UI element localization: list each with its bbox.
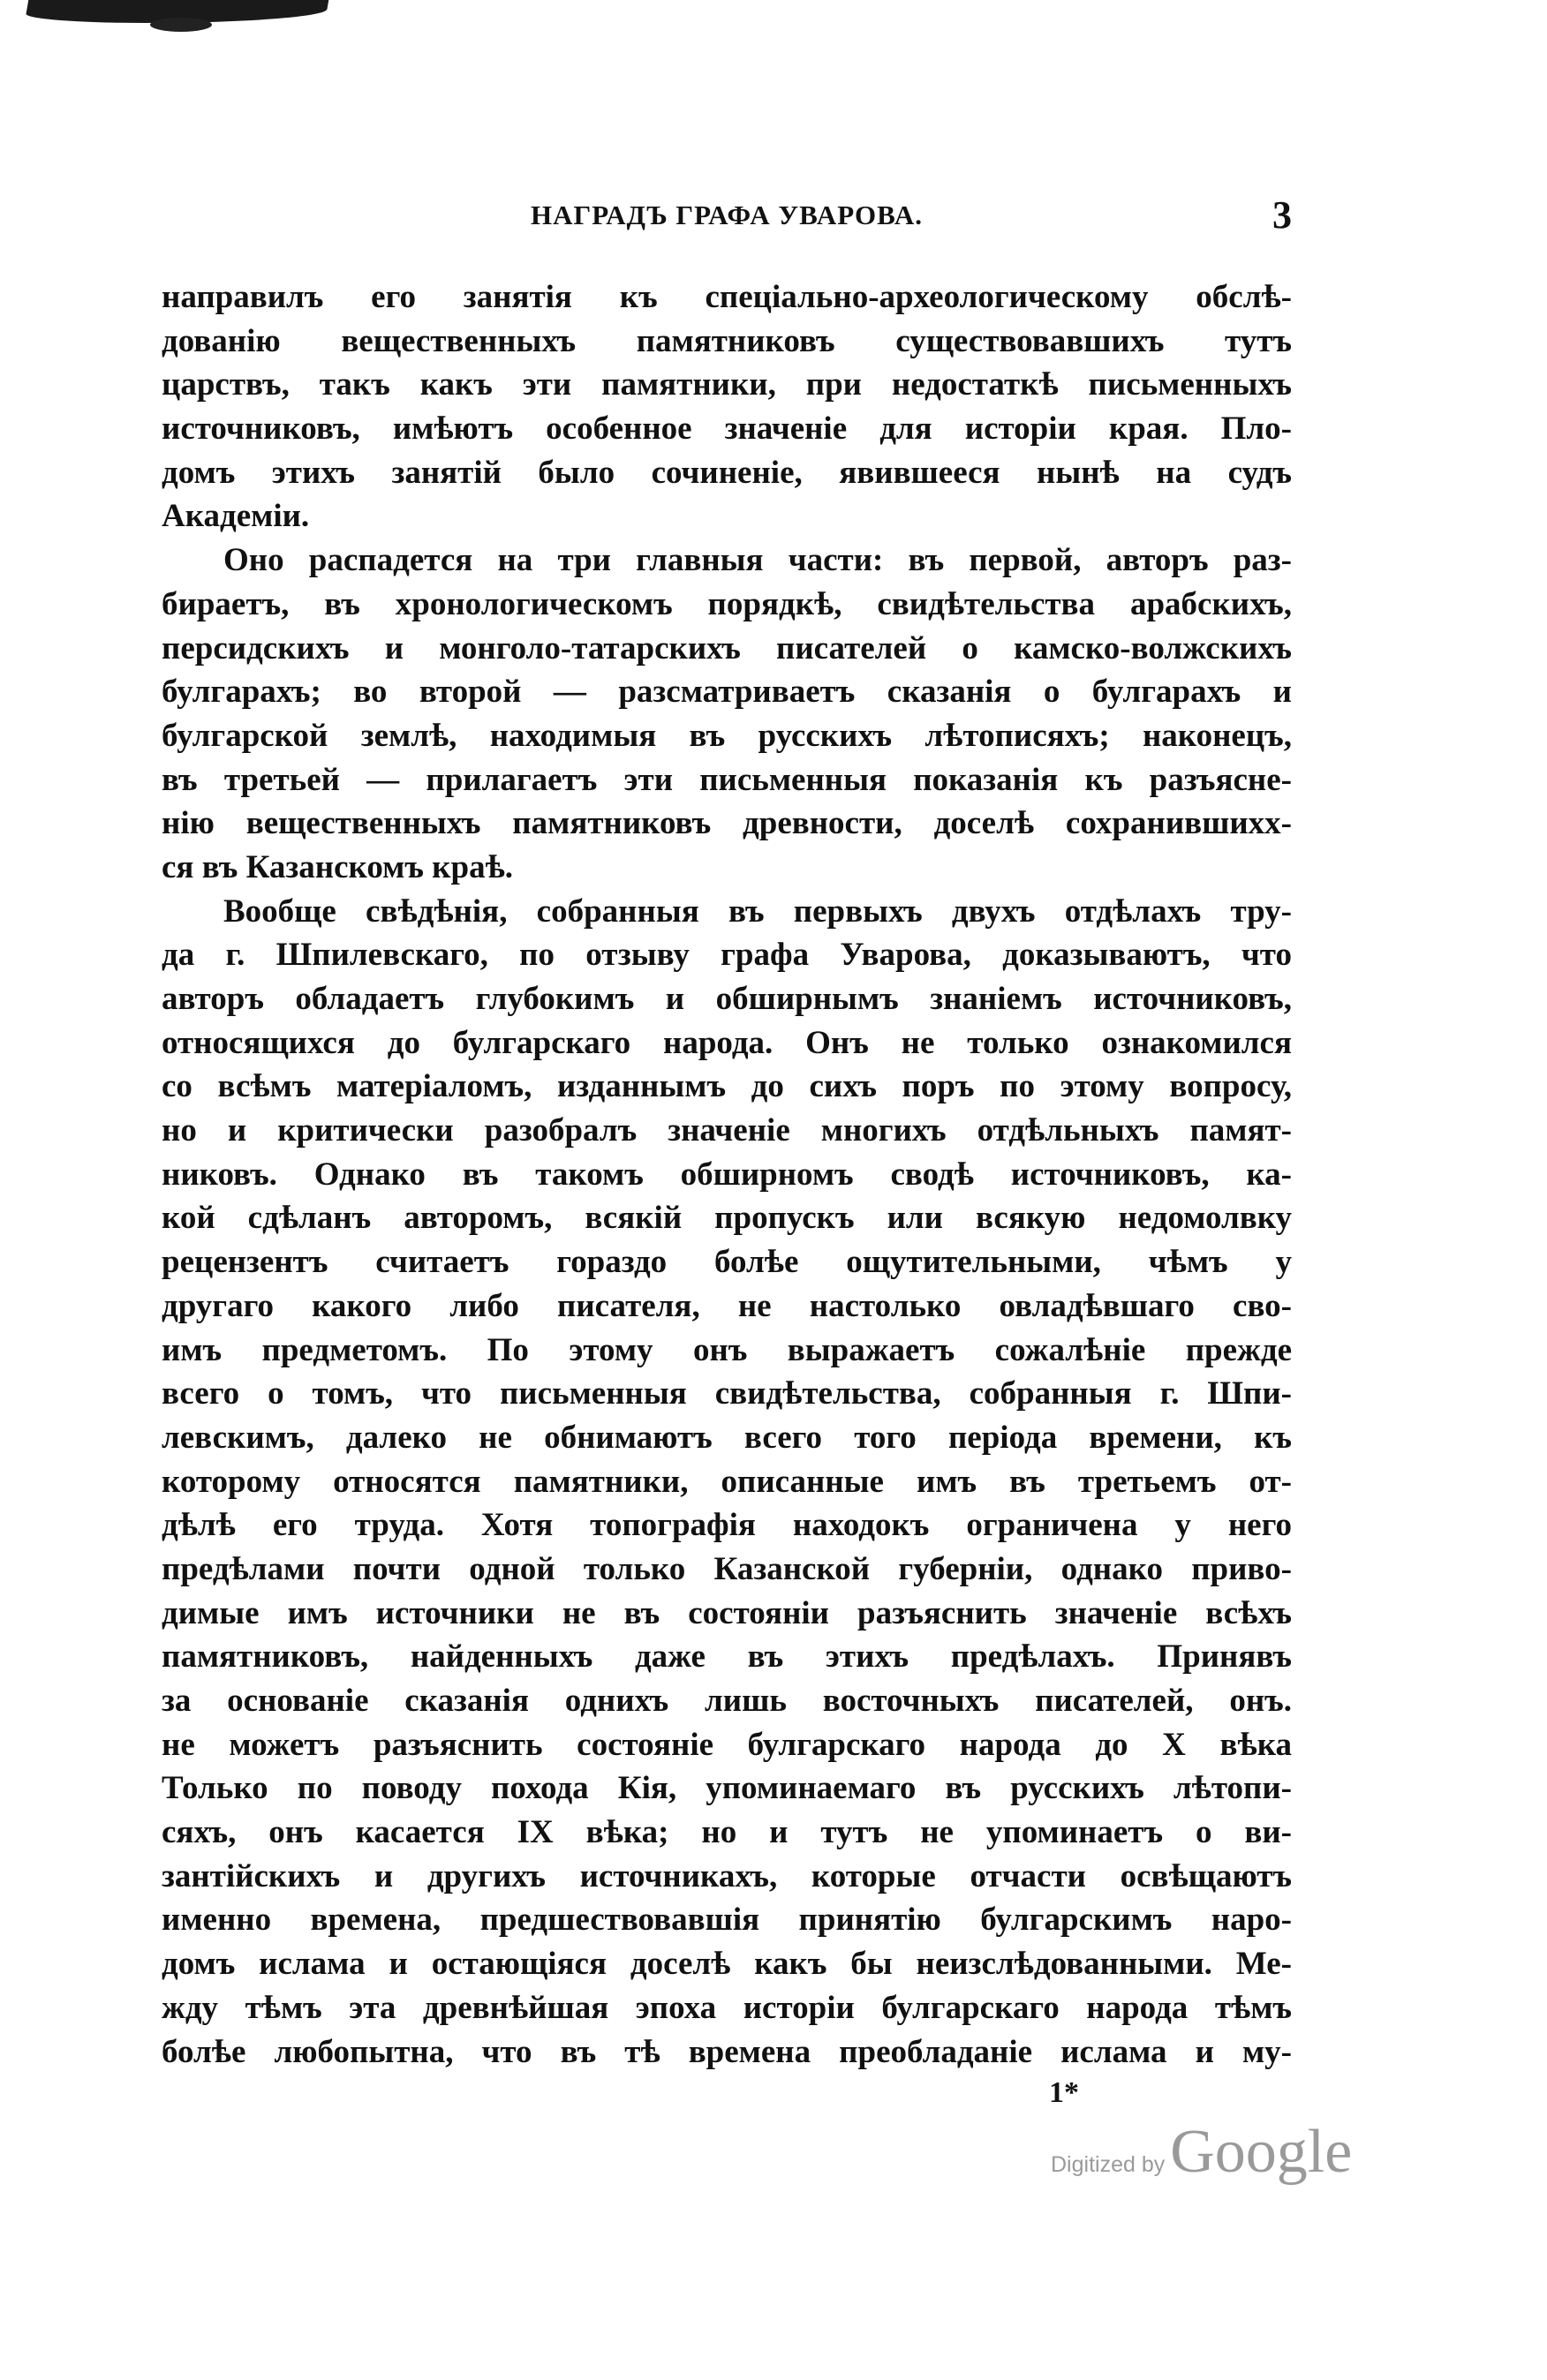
watermark-prefix: Digitized by [1051, 2152, 1166, 2177]
text-line: относящихся до булгарскаго народа. Онъ не только ознакомился [162, 1024, 1292, 1061]
text-line: предѣлами почти одной только Казанской губерніи, однако приво- [162, 1550, 1292, 1587]
text-line: дѣлѣ его труда. Хотя топографія находокъ ограничена у него [162, 1507, 1292, 1544]
text-line: домъ ислама и остающіяся доселѣ какъ бы неизслѣдованными. Ме- [162, 1946, 1292, 1983]
running-title: НАГРАДЪ ГРАФА УВАРОВА. [531, 200, 923, 230]
text-line: кой сдѣланъ авторомъ, всякій пропускъ или всякую недомолвку [162, 1200, 1292, 1237]
page-number: 3 [1272, 193, 1292, 237]
text-line: всего о томъ, что письменныя свидѣтельства, собранныя г. Шпи- [162, 1375, 1292, 1412]
body-text [162, 275, 1292, 2074]
paragraph [162, 890, 1292, 2075]
watermark-brand: Google [1170, 2118, 1353, 2186]
paragraph [162, 539, 1292, 890]
text-line: Оно распадется на три главныя части: въ первой, авторъ раз- [223, 542, 1292, 579]
text-line: болѣе любопытна, что въ тѣ времена преобладаніе ислама и му- [162, 2033, 1292, 2070]
text-line: ся въ Казанскомъ краѣ. [162, 848, 514, 885]
text-line: димые имъ источники не въ состояніи разъяснить значеніе всѣхъ [162, 1594, 1292, 1631]
text-line: Академіи. [162, 498, 310, 535]
text-line: булгарской землѣ, находимыя въ русскихъ лѣтописяхъ; наконецъ, [162, 717, 1292, 754]
text-line: имъ предметомъ. По этому онъ выражаетъ сожалѣніе прежде [162, 1331, 1292, 1368]
digitized-by-google-watermark [1051, 2117, 1352, 2188]
text-line: да г. Шпилевскаго, по отзыву графа Уварова, доказываютъ, что [162, 937, 1292, 974]
text-line: со всѣмъ матеріаломъ, изданнымъ до сихъ поръ по этому вопросу, [162, 1068, 1292, 1105]
scan-artifact [150, 18, 212, 32]
text-line: направилъ его занятія къ спеціально-археологическому обслѣ- [162, 279, 1292, 315]
paragraph [162, 275, 1292, 539]
text-line: жду тѣмъ эта древнѣйшая эпоха исторіи булгарскаго народа тѣмъ [162, 1989, 1292, 2026]
text-line: дованію вещественныхъ памятниковъ существовавшихъ тутъ [162, 322, 1292, 359]
text-line: никовъ. Однако въ такомъ обширномъ сводѣ источниковъ, ка- [162, 1156, 1292, 1193]
text-line: персидскихъ и монголо-татарскихъ писателей о камско-волжскихъ [162, 629, 1292, 667]
text-line: сяхъ, онъ касается IX вѣка; но и тутъ не упоминаетъ о ви- [162, 1814, 1292, 1851]
text-line: въ третьей — прилагаетъ эти письменныя показанія къ разъясне- [162, 761, 1292, 798]
text-line: источниковъ, имѣютъ особенное значеніе для исторіи края. Пло- [162, 410, 1292, 448]
text-line: но и критически разобралъ значеніе многихъ отдѣльныхъ памят- [162, 1112, 1292, 1149]
text-line: зантійскихъ и другихъ источникахъ, которые отчасти освѣщаютъ [162, 1857, 1292, 1894]
text-line: рецензентъ считаетъ гораздо болѣе ощутительными, чѣмъ у [162, 1244, 1292, 1281]
text-line: другаго какого либо писателя, не настолько овладѣвшаго сво- [162, 1287, 1292, 1324]
signature-mark: 1* [1049, 2076, 1079, 2109]
text-line: памятниковъ, найденныхъ даже въ этихъ предѣлахъ. Принявъ [162, 1638, 1292, 1676]
text-line: левскимъ, далеко не обнимаютъ всего того періода времени, къ [162, 1419, 1292, 1456]
text-line: за основаніе сказанія однихъ лишь восточныхъ писателей, онъ. [162, 1683, 1292, 1719]
running-head [162, 192, 1292, 237]
text-line: авторъ обладаетъ глубокимъ и обширнымъ знаніемъ источниковъ, [162, 981, 1292, 1017]
text-line: нію вещественныхъ памятниковъ древности, доселѣ сохранившихх- [162, 805, 1292, 842]
text-line: Только по поводу похода Кія, упоминаемаго въ русскихъ лѣтопи- [162, 1770, 1292, 1807]
text-line: Вообще свѣдѣнія, собранныя въ первыхъ двухъ отдѣлахъ тру- [223, 892, 1292, 930]
text-line: домъ этихъ занятій было сочиненіе, явившееся нынѣ на судъ [162, 454, 1292, 491]
text-line: бираетъ, въ хронологическомъ порядкѣ, свидѣтельства арабскихъ, [162, 585, 1292, 622]
text-line: не можетъ разъяснить состояніе булгарскаго народа до X вѣка [162, 1726, 1292, 1763]
text-line: именно времена, предшествовавшія принятію булгарскимъ наро- [162, 1902, 1292, 1939]
text-line: царствъ, такъ какъ эти памятники, при недостаткѣ письменныхъ [162, 366, 1292, 403]
text-line: булгарахъ; во второй — разсматриваетъ сказанія о булгарахъ и [162, 674, 1292, 711]
text-line: которому относятся памятники, описанные имъ въ третьемъ от- [162, 1463, 1292, 1500]
